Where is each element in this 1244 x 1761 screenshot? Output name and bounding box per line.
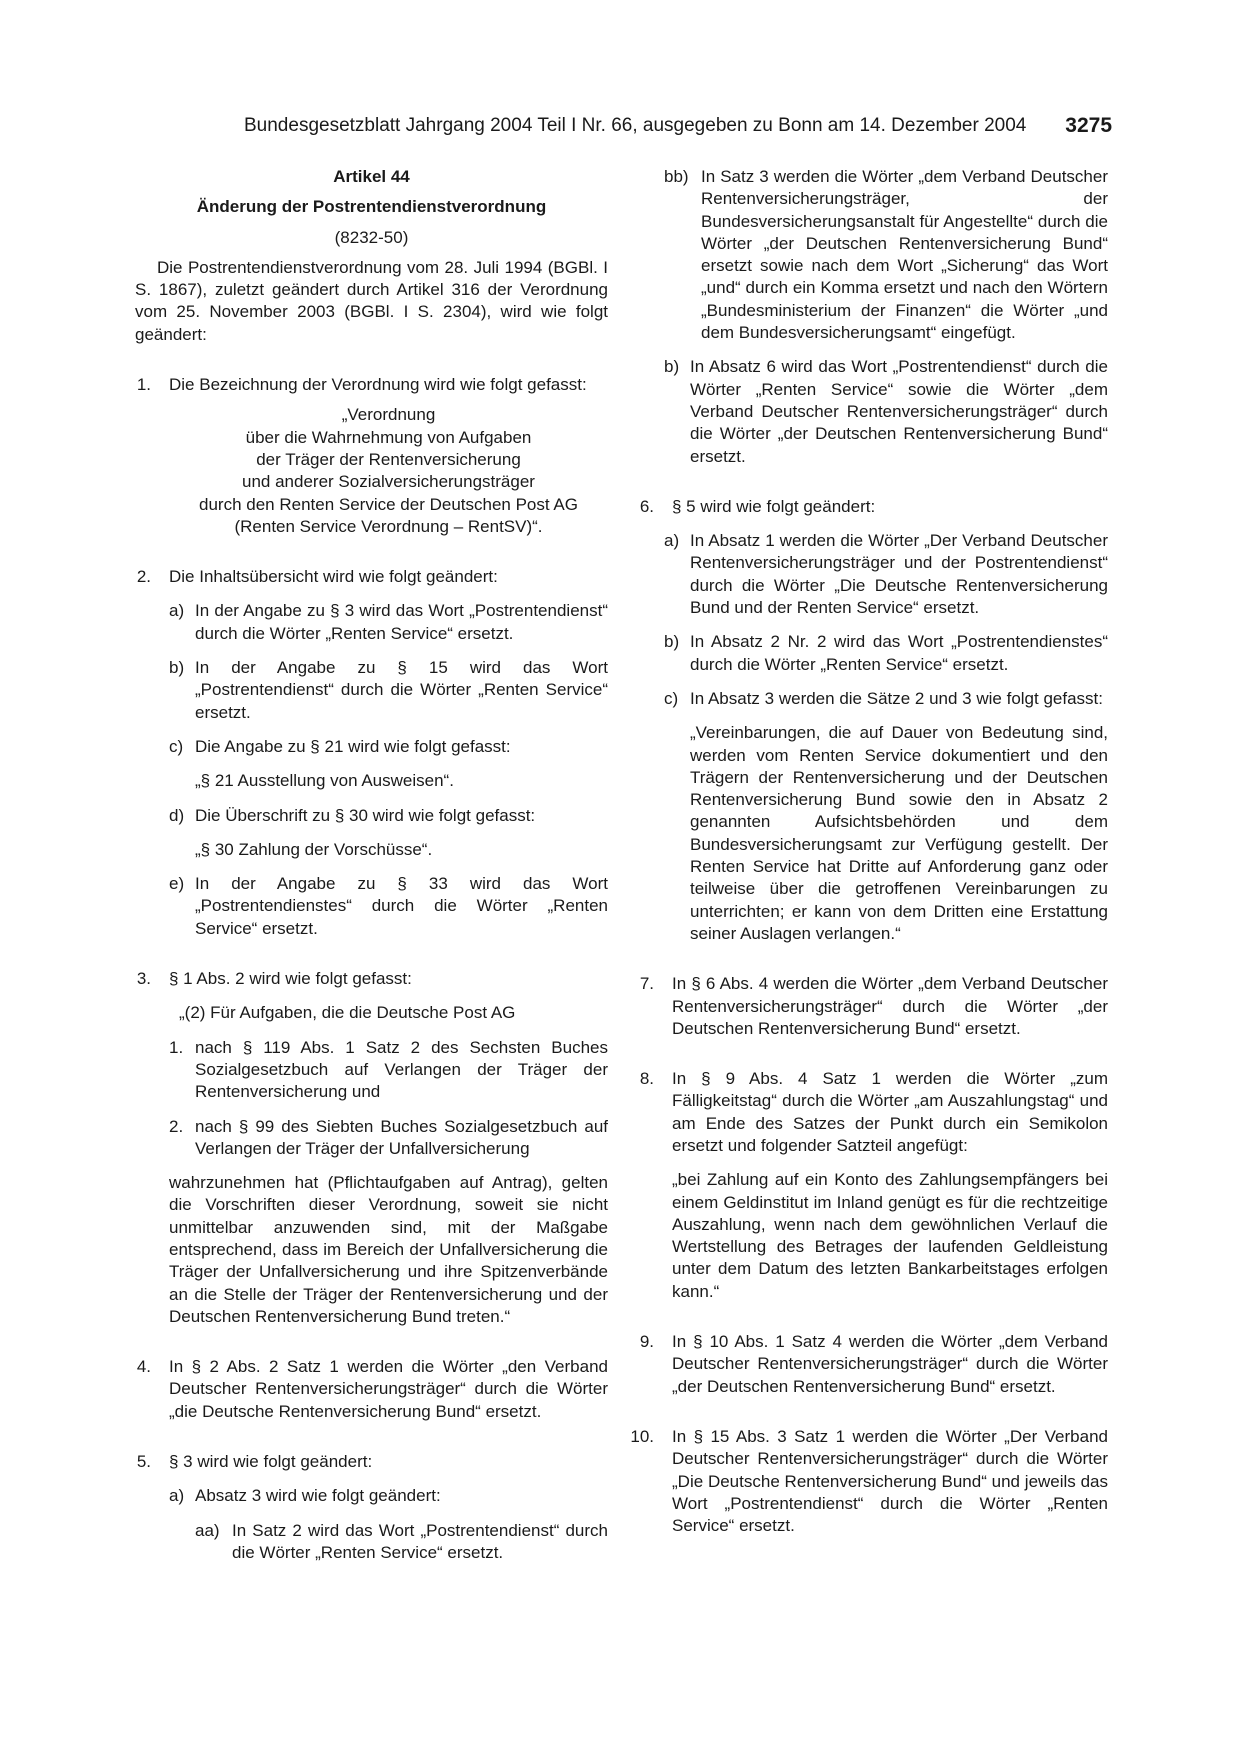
sub-item-5aa xyxy=(195,1520,608,1565)
sub-item-label: b) xyxy=(664,357,680,377)
item-text: § 1 Abs. 2 wird wie folgt gefasst: xyxy=(169,969,412,989)
item-number: 6. xyxy=(639,496,654,516)
article-intro: Die Postrentendienstverordnung vom 28. Juli 1994 (BGBl. I S. 1867), zuletzt geändert durch Artikel 316 der Verordnung vom 25. November 2003 (BGBl. I S. 2304), wird wie folgt geändert: xyxy=(135,257,608,344)
sub-item-2d xyxy=(169,805,608,827)
sub-item-text: Die Überschrift zu § 30 wird wie folgt gefasst: xyxy=(195,805,536,825)
item-text: In § 15 Abs. 3 Satz 1 werden die Wörter „Der Verband Deutscher Rentenversicherungsträger“ durch die Wörter „Die Deutsche Rentenversicherung Bund“ und jeweils das Wort „Postrentendienst“ durch die Wörter „Renten Service“ ersetzt. xyxy=(672,1426,1108,1536)
quote-line: (Renten Service Verordnung – RentSV)“. xyxy=(234,516,543,536)
article-subtitle: Änderung der Postrentendienstverordnung xyxy=(196,197,547,217)
item-text: Die Inhaltsübersicht wird wie folgt geändert: xyxy=(169,567,498,587)
sub-item-label: d) xyxy=(169,805,185,825)
left-column xyxy=(135,166,608,1564)
sub-item-3-2 xyxy=(169,1116,608,1161)
quoted-heading: „§ 30 Zahlung der Vorschüsse“. xyxy=(195,839,433,859)
quoted-heading: „§ 21 Ausstellung von Ausweisen“. xyxy=(195,771,454,791)
sub-item-3-1 xyxy=(169,1037,608,1104)
list-item-5 xyxy=(135,1451,608,1473)
sub-item-label: aa) xyxy=(195,1520,220,1540)
item-text: In § 10 Abs. 1 Satz 4 werden die Wörter „dem Verband Deutscher Rentenversicherungsträger“ durch die Wörter „der Deutschen Rentenversicherung Bund“ ersetzt. xyxy=(672,1332,1108,1396)
sub-item-6a xyxy=(664,530,1108,619)
sub-item-label: bb) xyxy=(664,167,689,186)
sub-item-text: Absatz 3 wird wie folgt geändert: xyxy=(195,1486,441,1506)
sub-item-text: Die Angabe zu § 21 wird wie folgt gefasst: xyxy=(195,736,511,756)
sub-item-label: a) xyxy=(169,1486,185,1506)
sub-item-label: a) xyxy=(169,601,185,621)
sub-item-text: In Absatz 2 Nr. 2 wird das Wort „Postrentendienstes“ durch die Wörter „Renten Service“ ersetzt. xyxy=(690,632,1108,674)
header-text: Bundesgesetzblatt Jahrgang 2004 Teil I Nr. 66, ausgegeben zu Bonn am 14. Dezember 2004 xyxy=(244,115,1027,136)
quote-line: und anderer Sozialversicherungsträger xyxy=(242,472,535,492)
sub-item-2a xyxy=(169,600,608,645)
sub-item-text: In Absatz 3 werden die Sätze 2 und 3 wie folgt gefasst: xyxy=(690,688,1103,708)
page-header xyxy=(244,110,1112,142)
sub-item-label: b) xyxy=(664,632,680,652)
sub-item-5b xyxy=(664,356,1108,467)
sub-item-label: e) xyxy=(169,874,185,894)
sub-item-text: nach § 119 Abs. 1 Satz 2 des Sechsten Buches Sozialgesetzbuch auf Verlangen der Träger der Rentenversicherung und xyxy=(195,1037,608,1102)
list-item-1 xyxy=(135,374,608,396)
item-number: 2. xyxy=(136,567,151,587)
list-item-4 xyxy=(135,1356,608,1423)
item-number: 9. xyxy=(639,1332,654,1352)
sub-item-text: In der Angabe zu § 3 wird das Wort „Postrentendienst“ durch die Wörter „Renten Service“ ersetzt. xyxy=(195,601,608,643)
item-text: § 5 wird wie folgt geändert: xyxy=(672,496,876,516)
list-item-10 xyxy=(630,1426,1108,1537)
item-number: 3. xyxy=(136,969,151,989)
sub-item-text: In Satz 2 wird das Wort „Postrentendienst“ durch die Wörter „Renten Service“ ersetzt. xyxy=(232,1520,608,1562)
sub-item-label: b) xyxy=(169,658,185,678)
page-number: 3275 xyxy=(1065,114,1112,137)
sub-item-label: 1. xyxy=(169,1037,184,1057)
quoted-paragraph-end: wahrzunehmen hat (Pflichtaufgaben auf Antrag), gelten die Vorschriften dieser Verordnung, soweit sie nicht unmittelbar anzuwenden sind, mit der Maßgabe entsprechend, dass im Bereich der Unfallversicherung die Träger der Unfallversicherung und ihre Spitzenverbände an die Stelle der Träger der Rentenversicherung und der Deutschen Rentenversicherung Bund treten.“ xyxy=(169,1173,608,1326)
list-item-9 xyxy=(638,1331,1108,1398)
list-item-2 xyxy=(135,566,608,588)
quoted-paragraph-intro: „(2) Für Aufgaben, die die Deutsche Post AG xyxy=(179,1003,516,1023)
quoted-sentences: „Vereinbarungen, die auf Dauer von Bedeutung sind, werden vom Renten Service dokumentiert und den Trägern der Rentenversicherung und der Deutschen Rentenversicherung Bund sowie den in Absatz 2 genannten Aufsichtsbehörden und dem Bundesversicherungsamt zur Verfügung gestellt. Der Renten Service hat Dritte auf Anforderung ganz oder teilweise über die getroffenen Vereinbarungen zu unterrichten; er kann von dem Dritten eine Erstattung seiner Auslagen verlangen.“ xyxy=(690,723,1108,943)
sub-item-5a xyxy=(169,1485,608,1507)
quote-line: über die Wahrnehmung von Aufgaben xyxy=(245,427,532,447)
list-item-3 xyxy=(135,968,608,990)
sub-item-text: In der Angabe zu § 33 wird das Wort „Postrentendienstes“ durch die Wörter „Renten Service“ ersetzt. xyxy=(195,874,608,938)
list-item-6 xyxy=(638,496,1108,518)
sub-item-text: In Absatz 6 wird das Wort „Postrentendienst“ durch die Wörter „Renten Service“ sowie die Wörter „dem Verband Deutscher Rentenversicherungsträger“ durch die Wörter „der Deutschen Rentenversicherung Bund“ ersetzt. xyxy=(690,357,1108,466)
item-number: 10. xyxy=(630,1426,654,1446)
item-text: Die Bezeichnung der Verordnung wird wie folgt gefasst: xyxy=(169,375,587,395)
list-item-7 xyxy=(638,973,1108,1040)
sub-item-text: In Satz 3 werden die Wörter „dem Verband Deutscher Rentenversicherungsträger, der Bundesversicherungsanstalt für Angestellte“ durch die Wörter „der Deutschen Rentenversicherung Bund“ ersetzt sowie nach dem Wort „Sicherung“ das Wort „und“ durch ein Komma ersetzt und nach den Wörtern „Bundesministerium der Finanzen“ die Wörter „und dem Bundesversicherungsamt“ eingefügt. xyxy=(701,167,1108,343)
sub-item-5bb xyxy=(664,166,1108,344)
item-number: 4. xyxy=(136,1357,151,1377)
quoted-clause: „bei Zahlung auf ein Konto des Zahlungsempfängers bei einem Geldinstitut im Inland genügt es für die rechtzeitige Auszahlung, wenn nach dem gewöhnlichen Verlauf die Wertstellung des Betrages der laufenden Geldleistung unter dem Datum des letzten Bankarbeitstages erfolgen kann.“ xyxy=(672,1170,1108,1301)
item-number: 5. xyxy=(136,1452,151,1472)
item-text: In § 2 Abs. 2 Satz 1 werden die Wörter „den Verband Deutscher Rentenversicherungsträger“ durch die Wörter „die Deutsche Rentenversicherung Bund“ ersetzt. xyxy=(169,1357,608,1421)
item-number: 8. xyxy=(639,1069,654,1089)
sub-item-2c xyxy=(169,736,608,758)
right-column xyxy=(630,166,1108,1537)
item-text: § 3 wird wie folgt geändert: xyxy=(169,1452,373,1472)
article-code: (8232-50) xyxy=(334,227,409,247)
sub-item-text: In Absatz 1 werden die Wörter „Der Verband Deutscher Rentenversicherungsträger und der Postrentendienst“ durch die Wörter „Die Deutsche Rentenversicherung Bund und der Renten Service“ ersetzt. xyxy=(690,531,1108,618)
quoted-title xyxy=(169,404,608,538)
quote-line: durch den Renten Service der Deutschen Post AG xyxy=(199,494,578,514)
quote-line: der Träger der Rentenversicherung xyxy=(256,449,521,469)
list-item-8 xyxy=(638,1068,1108,1157)
sub-item-6b xyxy=(664,631,1108,676)
sub-item-2e xyxy=(169,873,608,940)
item-number: 1. xyxy=(136,375,151,395)
sub-item-label: 2. xyxy=(169,1116,184,1136)
article-title: Artikel 44 xyxy=(333,167,410,186)
item-text: In § 9 Abs. 4 Satz 1 werden die Wörter „zum Fälligkeitstag“ durch die Wörter „am Auszahlungstag“ und am Ende des Satzes der Punkt durch ein Semikolon ersetzt und folgender Satzteil angefügt: xyxy=(672,1069,1108,1155)
sub-item-label: c) xyxy=(664,688,679,708)
item-text: In § 6 Abs. 4 werden die Wörter „dem Verband Deutscher Rentenversicherungsträger“ durch die Wörter „der Deutschen Rentenversicherung Bund“ ersetzt. xyxy=(672,974,1108,1038)
item-number: 7. xyxy=(639,974,654,994)
sub-item-text: nach § 99 des Siebten Buches Sozialgesetzbuch auf Verlangen der Träger der Unfallversicherung xyxy=(195,1116,608,1158)
sub-item-label: c) xyxy=(169,736,184,756)
sub-item-text: In der Angabe zu § 15 wird das Wort „Postrentendienst“ durch die Wörter „Renten Service“ ersetzt. xyxy=(195,658,608,722)
quote-line: „Verordnung xyxy=(341,405,436,425)
sub-item-2b xyxy=(169,657,608,724)
sub-item-6c xyxy=(664,688,1108,710)
sub-item-label: a) xyxy=(664,531,680,551)
